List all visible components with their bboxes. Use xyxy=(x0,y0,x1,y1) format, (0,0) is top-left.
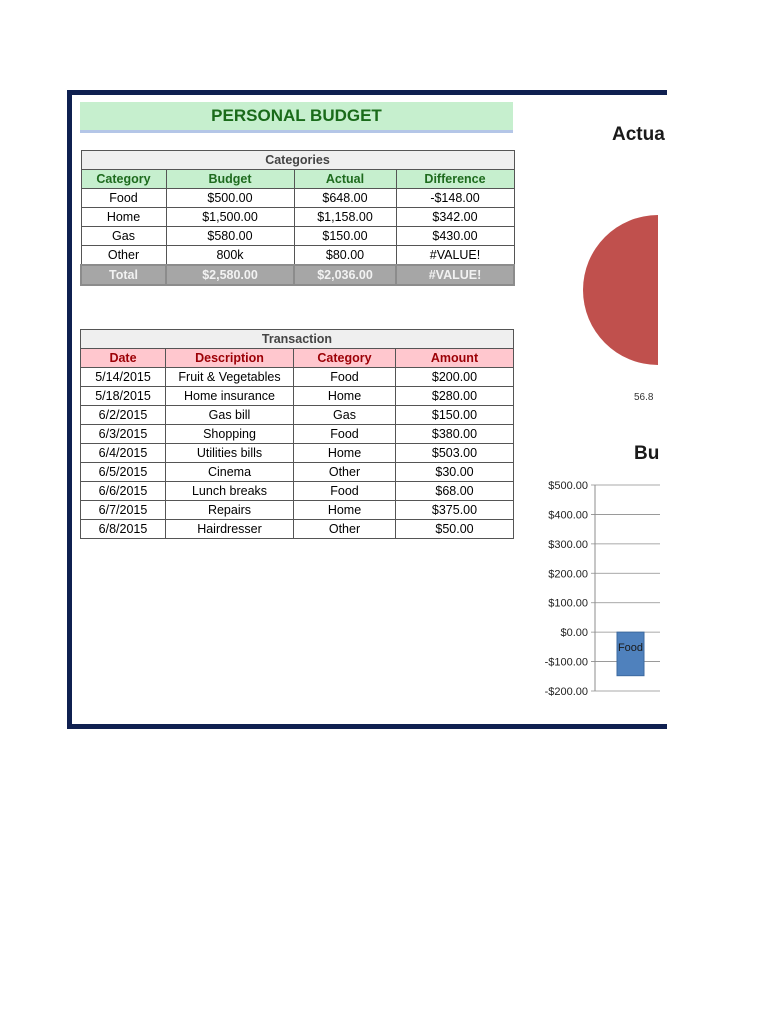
pie-data-label: 56.8 xyxy=(634,392,654,403)
table-row xyxy=(81,227,514,246)
y-tick-label: $100.00 xyxy=(548,597,588,610)
col-header-difference[interactable]: Difference xyxy=(396,170,514,189)
cell-description[interactable]: Repairs xyxy=(166,501,294,520)
cell-description[interactable]: Gas bill xyxy=(166,406,294,425)
cell-description[interactable]: Shopping xyxy=(166,425,294,444)
cell-budget[interactable]: $500.00 xyxy=(166,189,294,208)
pie-slice xyxy=(583,215,658,365)
cell-category[interactable]: Home xyxy=(294,501,396,520)
transactions-caption[interactable]: Transaction xyxy=(81,330,514,349)
cell-actual[interactable]: $648.00 xyxy=(294,189,396,208)
cell-category[interactable]: Other xyxy=(81,246,166,266)
bar-chart-title: Bu xyxy=(634,443,660,464)
cell-actual[interactable]: $80.00 xyxy=(294,246,396,266)
cell-difference[interactable]: -$148.00 xyxy=(396,189,514,208)
y-tick-label: $300.00 xyxy=(548,538,588,551)
cell-date[interactable]: 6/4/2015 xyxy=(81,444,166,463)
cell-category[interactable]: Food xyxy=(294,482,396,501)
col-header-actual[interactable]: Actual xyxy=(294,170,396,189)
cell-amount[interactable]: $30.00 xyxy=(396,463,514,482)
cell-category[interactable]: Home xyxy=(294,444,396,463)
col-header-date[interactable]: Date xyxy=(81,349,166,368)
total-actual[interactable]: $2,036.00 xyxy=(294,265,396,285)
cell-budget[interactable]: $1,500.00 xyxy=(166,208,294,227)
table-row xyxy=(81,444,514,463)
col-header-category[interactable]: Category xyxy=(81,170,166,189)
y-tick-label: -$100.00 xyxy=(544,656,588,669)
y-tick-label: -$200.00 xyxy=(544,686,588,698)
bar-category-label: Food xyxy=(617,642,644,655)
transactions-table xyxy=(80,329,514,539)
cell-date[interactable]: 5/18/2015 xyxy=(81,387,166,406)
cell-category[interactable]: Food xyxy=(294,425,396,444)
cell-date[interactable]: 6/7/2015 xyxy=(81,501,166,520)
table-row xyxy=(81,246,514,266)
total-row xyxy=(81,265,514,285)
cell-difference[interactable]: $342.00 xyxy=(396,208,514,227)
cell-category[interactable]: Gas xyxy=(294,406,396,425)
cell-category[interactable]: Other xyxy=(294,463,396,482)
col-header-budget[interactable]: Budget xyxy=(166,170,294,189)
cell-date[interactable]: 5/14/2015 xyxy=(81,368,166,387)
total-difference[interactable]: #VALUE! xyxy=(396,265,514,285)
table-row xyxy=(81,406,514,425)
total-label[interactable]: Total xyxy=(81,265,166,285)
cell-amount[interactable]: $150.00 xyxy=(396,406,514,425)
cell-description[interactable]: Hairdresser xyxy=(166,520,294,539)
y-tick-label: $200.00 xyxy=(548,568,588,581)
sheet-title: PERSONAL BUDGET xyxy=(80,102,513,133)
cell-description[interactable]: Cinema xyxy=(166,463,294,482)
table-row xyxy=(81,387,514,406)
cell-amount[interactable]: $200.00 xyxy=(396,368,514,387)
cell-date[interactable]: 6/3/2015 xyxy=(81,425,166,444)
pie-chart xyxy=(612,215,662,385)
y-tick-label: $500.00 xyxy=(548,480,588,492)
cell-difference[interactable]: $430.00 xyxy=(396,227,514,246)
table-row xyxy=(81,482,514,501)
col-header-category[interactable]: Category xyxy=(294,349,396,368)
bar-chart xyxy=(520,475,660,700)
table-row xyxy=(81,520,514,539)
table-row xyxy=(81,425,514,444)
cell-budget[interactable]: $580.00 xyxy=(166,227,294,246)
categories-caption[interactable]: Categories xyxy=(81,151,514,170)
cell-actual[interactable]: $1,158.00 xyxy=(294,208,396,227)
cell-amount[interactable]: $380.00 xyxy=(396,425,514,444)
col-header-description[interactable]: Description xyxy=(166,349,294,368)
total-budget[interactable]: $2,580.00 xyxy=(166,265,294,285)
cell-date[interactable]: 6/6/2015 xyxy=(81,482,166,501)
table-row xyxy=(81,208,514,227)
worksheet-area xyxy=(72,95,665,725)
cell-description[interactable]: Home insurance xyxy=(166,387,294,406)
table-row xyxy=(81,368,514,387)
y-tick-label: $0.00 xyxy=(560,627,588,640)
cell-description[interactable]: Fruit & Vegetables xyxy=(166,368,294,387)
cell-description[interactable]: Utilities bills xyxy=(166,444,294,463)
cell-amount[interactable]: $50.00 xyxy=(396,520,514,539)
cell-category[interactable]: Food xyxy=(294,368,396,387)
cell-amount[interactable]: $280.00 xyxy=(396,387,514,406)
cell-category[interactable]: Gas xyxy=(81,227,166,246)
cell-date[interactable]: 6/2/2015 xyxy=(81,406,166,425)
table-row xyxy=(81,189,514,208)
cell-amount[interactable]: $375.00 xyxy=(396,501,514,520)
cell-budget[interactable]: 800k xyxy=(166,246,294,266)
cell-category[interactable]: Food xyxy=(81,189,166,208)
cell-category[interactable]: Other xyxy=(294,520,396,539)
cell-date[interactable]: 6/8/2015 xyxy=(81,520,166,539)
cell-amount[interactable]: $68.00 xyxy=(396,482,514,501)
col-header-amount[interactable]: Amount xyxy=(396,349,514,368)
cell-actual[interactable]: $150.00 xyxy=(294,227,396,246)
cell-category[interactable]: Home xyxy=(294,387,396,406)
cell-category[interactable]: Home xyxy=(81,208,166,227)
table-row xyxy=(81,463,514,482)
y-tick-label: $400.00 xyxy=(548,509,588,522)
categories-table xyxy=(80,150,515,286)
pie-chart-title: Actua xyxy=(612,124,665,145)
cell-date[interactable]: 6/5/2015 xyxy=(81,463,166,482)
cell-difference[interactable]: #VALUE! xyxy=(396,246,514,266)
cell-amount[interactable]: $503.00 xyxy=(396,444,514,463)
table-row xyxy=(81,501,514,520)
cell-description[interactable]: Lunch breaks xyxy=(166,482,294,501)
